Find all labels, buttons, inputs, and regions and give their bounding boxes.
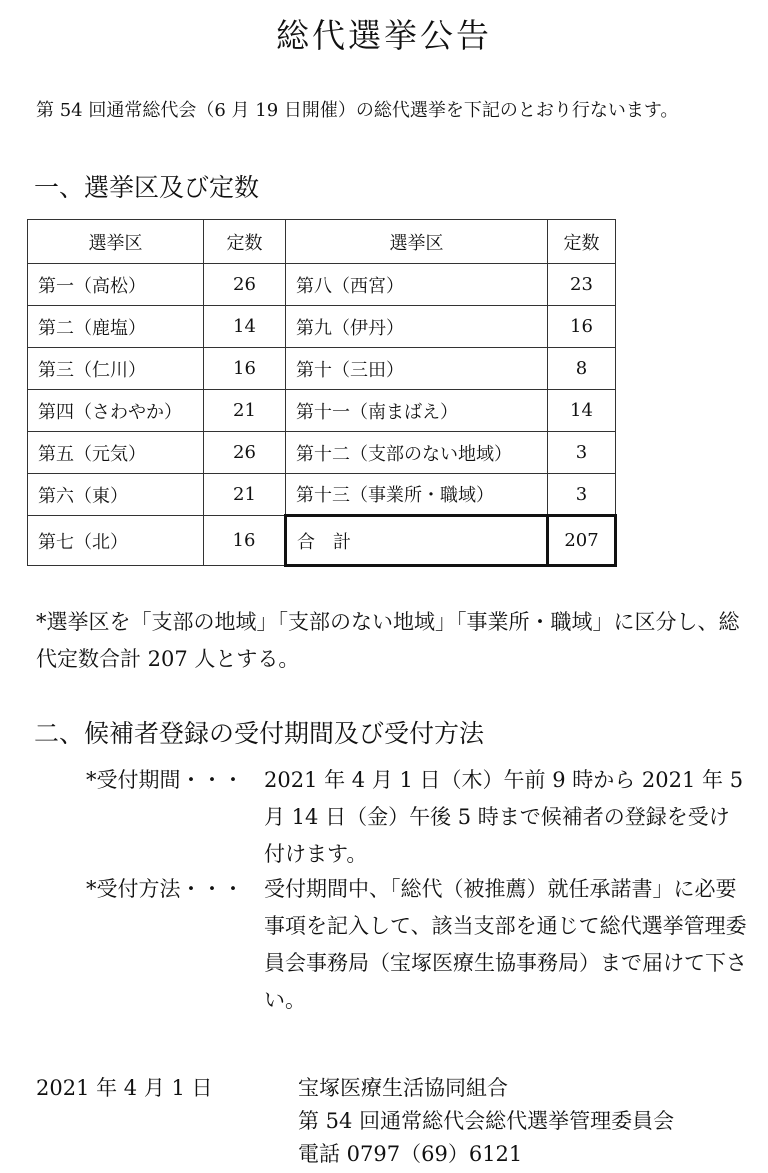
header-quota: 定数: [548, 220, 616, 264]
reception-method-label: *受付方法・・・: [86, 877, 244, 901]
table-row: [28, 348, 616, 390]
quota-cell: 16: [204, 516, 286, 566]
total-value-cell: 207: [548, 516, 616, 566]
quota-cell: 3: [548, 432, 616, 474]
issue-date: 2021 年 4 月 1 日: [36, 1076, 213, 1100]
reception-period-text: 2021 年 4 月 1 日（木）午前 9 時から 2021 年 5 月 14 日（金）午後 5 時まで候補者の登録を受け付けます。: [264, 768, 744, 866]
organization-name: 宝塚医療生活協同組合: [298, 1076, 508, 1100]
quota-cell: 26: [204, 432, 286, 474]
table-row: [28, 390, 616, 432]
quota-cell: 21: [204, 474, 286, 516]
table-header-row: [28, 220, 616, 264]
quota-cell: 14: [548, 390, 616, 432]
district-cell: 第五（元気）: [28, 432, 204, 474]
phone-number: 電話 0797（69）6121: [298, 1142, 523, 1166]
district-cell: 第九（伊丹）: [286, 306, 548, 348]
table-row: [28, 474, 616, 516]
reception-method-item: [0, 871, 768, 1019]
notice-title: 総代選挙公告: [276, 16, 492, 55]
district-quota-table: [27, 219, 617, 567]
table-row: [28, 306, 616, 348]
header-district: 選挙区: [28, 220, 204, 264]
reception-period-label: *受付期間・・・: [86, 768, 244, 792]
reception-method-text: 受付期間中、「総代（被推薦）就任承諾書」に必要事項を記入して、該当支部を通じて総代選挙管理委員会事務局（宝塚医療生協事務局）まで届けて下さい。: [264, 877, 747, 1012]
section1-heading: 一、選挙区及び定数: [34, 173, 260, 202]
reception-period-item: [0, 762, 768, 873]
quota-cell: 14: [204, 306, 286, 348]
total-label-cell: 合 計: [286, 516, 548, 566]
table-row: [28, 264, 616, 306]
district-cell: 第十（三田）: [286, 348, 548, 390]
district-cell: 第八（西宮）: [286, 264, 548, 306]
committee-name: 第 54 回通常総代会総代選挙管理委員会: [298, 1109, 675, 1133]
quota-cell: 23: [548, 264, 616, 306]
quota-cell: 16: [204, 348, 286, 390]
district-cell: 第六（東）: [28, 474, 204, 516]
quota-cell: 21: [204, 390, 286, 432]
quota-cell: 3: [548, 474, 616, 516]
district-cell: 第一（高松）: [28, 264, 204, 306]
quota-cell: 26: [204, 264, 286, 306]
table-row: [28, 432, 616, 474]
district-cell: 第十二（支部のない地域）: [286, 432, 548, 474]
district-cell: 第七（北）: [28, 516, 204, 566]
district-cell: 第二（鹿塩）: [28, 306, 204, 348]
quota-cell: 16: [548, 306, 616, 348]
header-district: 選挙区: [286, 220, 548, 264]
section2-heading: 二、候補者登録の受付期間及び受付方法: [34, 719, 485, 748]
district-cell: 第四（さわやか）: [28, 390, 204, 432]
district-cell: 第三（仁川）: [28, 348, 204, 390]
quota-cell: 8: [548, 348, 616, 390]
district-cell: 第十一（南まばえ）: [286, 390, 548, 432]
table-row: [28, 516, 616, 566]
header-quota: 定数: [204, 220, 286, 264]
district-note: *選挙区を「支部の地域」「支部のない地域」「事業所・職域」に区分し、総代定数合計 207 人とする。: [36, 610, 740, 671]
district-cell: 第十三（事業所・職域）: [286, 474, 548, 516]
intro-text: 第 54 回通常総代会（6 月 19 日開催）の総代選挙を下記のとおり行ないます。: [36, 100, 679, 121]
